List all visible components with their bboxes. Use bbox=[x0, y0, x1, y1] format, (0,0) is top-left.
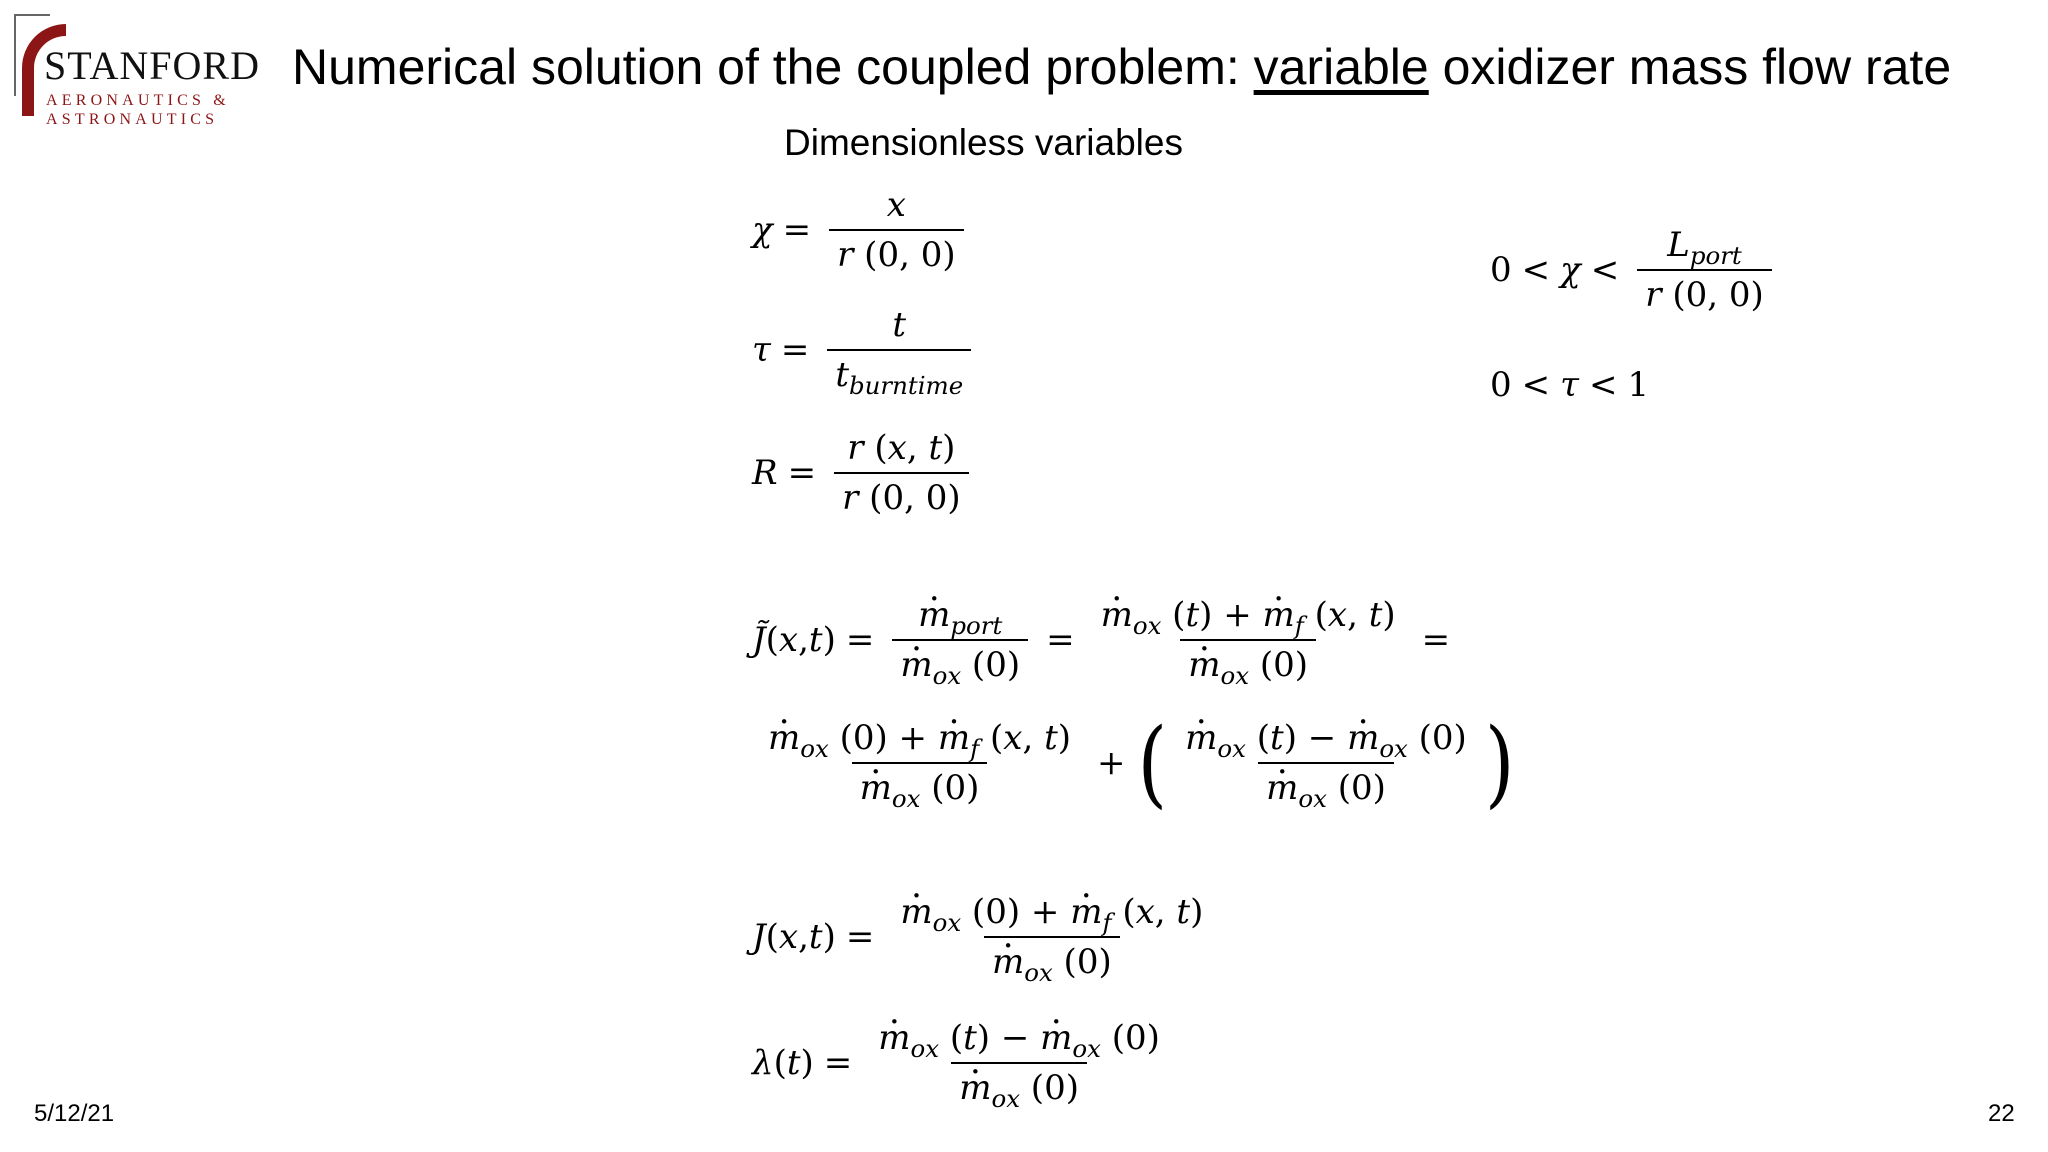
title-part-1: Numerical solution of the coupled problem: bbox=[292, 39, 1254, 95]
title-underlined-word: variable bbox=[1253, 39, 1429, 95]
logo-wordmark: STANFORD bbox=[44, 43, 260, 88]
logo-department-line1: AERONAUTICS & bbox=[46, 92, 230, 109]
equation-j-tilde: J̃ ( x , t ) = · $m_{port}$ · $m_{ox}$ (0) = · $m_{ox}$ (t) + · $m_f$ (x, t) · $m_{ox}$ (0) = bbox=[752, 595, 1460, 685]
equation-chi: χ = $\frac{x}{r (0, 0)}$ bbox=[752, 185, 972, 275]
equation-tau: τ = $\frac{t}{t_{burntime}}$ bbox=[752, 305, 979, 395]
equation-lambda: λ ( t ) = · $m_{ox}$ (t) − · $m_{ox}$ (0) · $m_{ox}$ (0) bbox=[752, 1018, 1176, 1108]
equation-J: J ( x , t ) = · $m_{ox}$ (0) + · $m_f$ (x, t) · $m_{ox}$ (0) bbox=[752, 892, 1219, 982]
slide-date: 5/12/21 bbox=[34, 1100, 115, 1127]
slide-page-number: 22 bbox=[1988, 1100, 2015, 1127]
equation-j-tilde-continued: · $m_{ox}$ (0) + · $m_f$ (x, t) · $m_{ox}$ (0) + ( · $m_{ox}$ (t) − · $m_{ox}$ (0) · $m_{ox}$ (0) ) bbox=[752, 718, 1516, 808]
constraint-tau: 0 < τ < 1 bbox=[1490, 365, 1650, 405]
constraint-chi: 0 < χ < $\frac{L_{port}}{r (0, 0)}$ bbox=[1490, 225, 1780, 315]
stanford-logo bbox=[14, 14, 260, 128]
slide-title bbox=[292, 38, 1951, 96]
slide-subtitle: Dimensionless variables bbox=[784, 122, 1183, 163]
title-part-2: oxidizer mass flow rate bbox=[1428, 39, 1952, 95]
logo-department-line2: ASTRONAUTICS bbox=[46, 111, 219, 128]
equation-R: R = $\frac{r (x, t)}{r (0, 0)}$ bbox=[752, 428, 977, 518]
